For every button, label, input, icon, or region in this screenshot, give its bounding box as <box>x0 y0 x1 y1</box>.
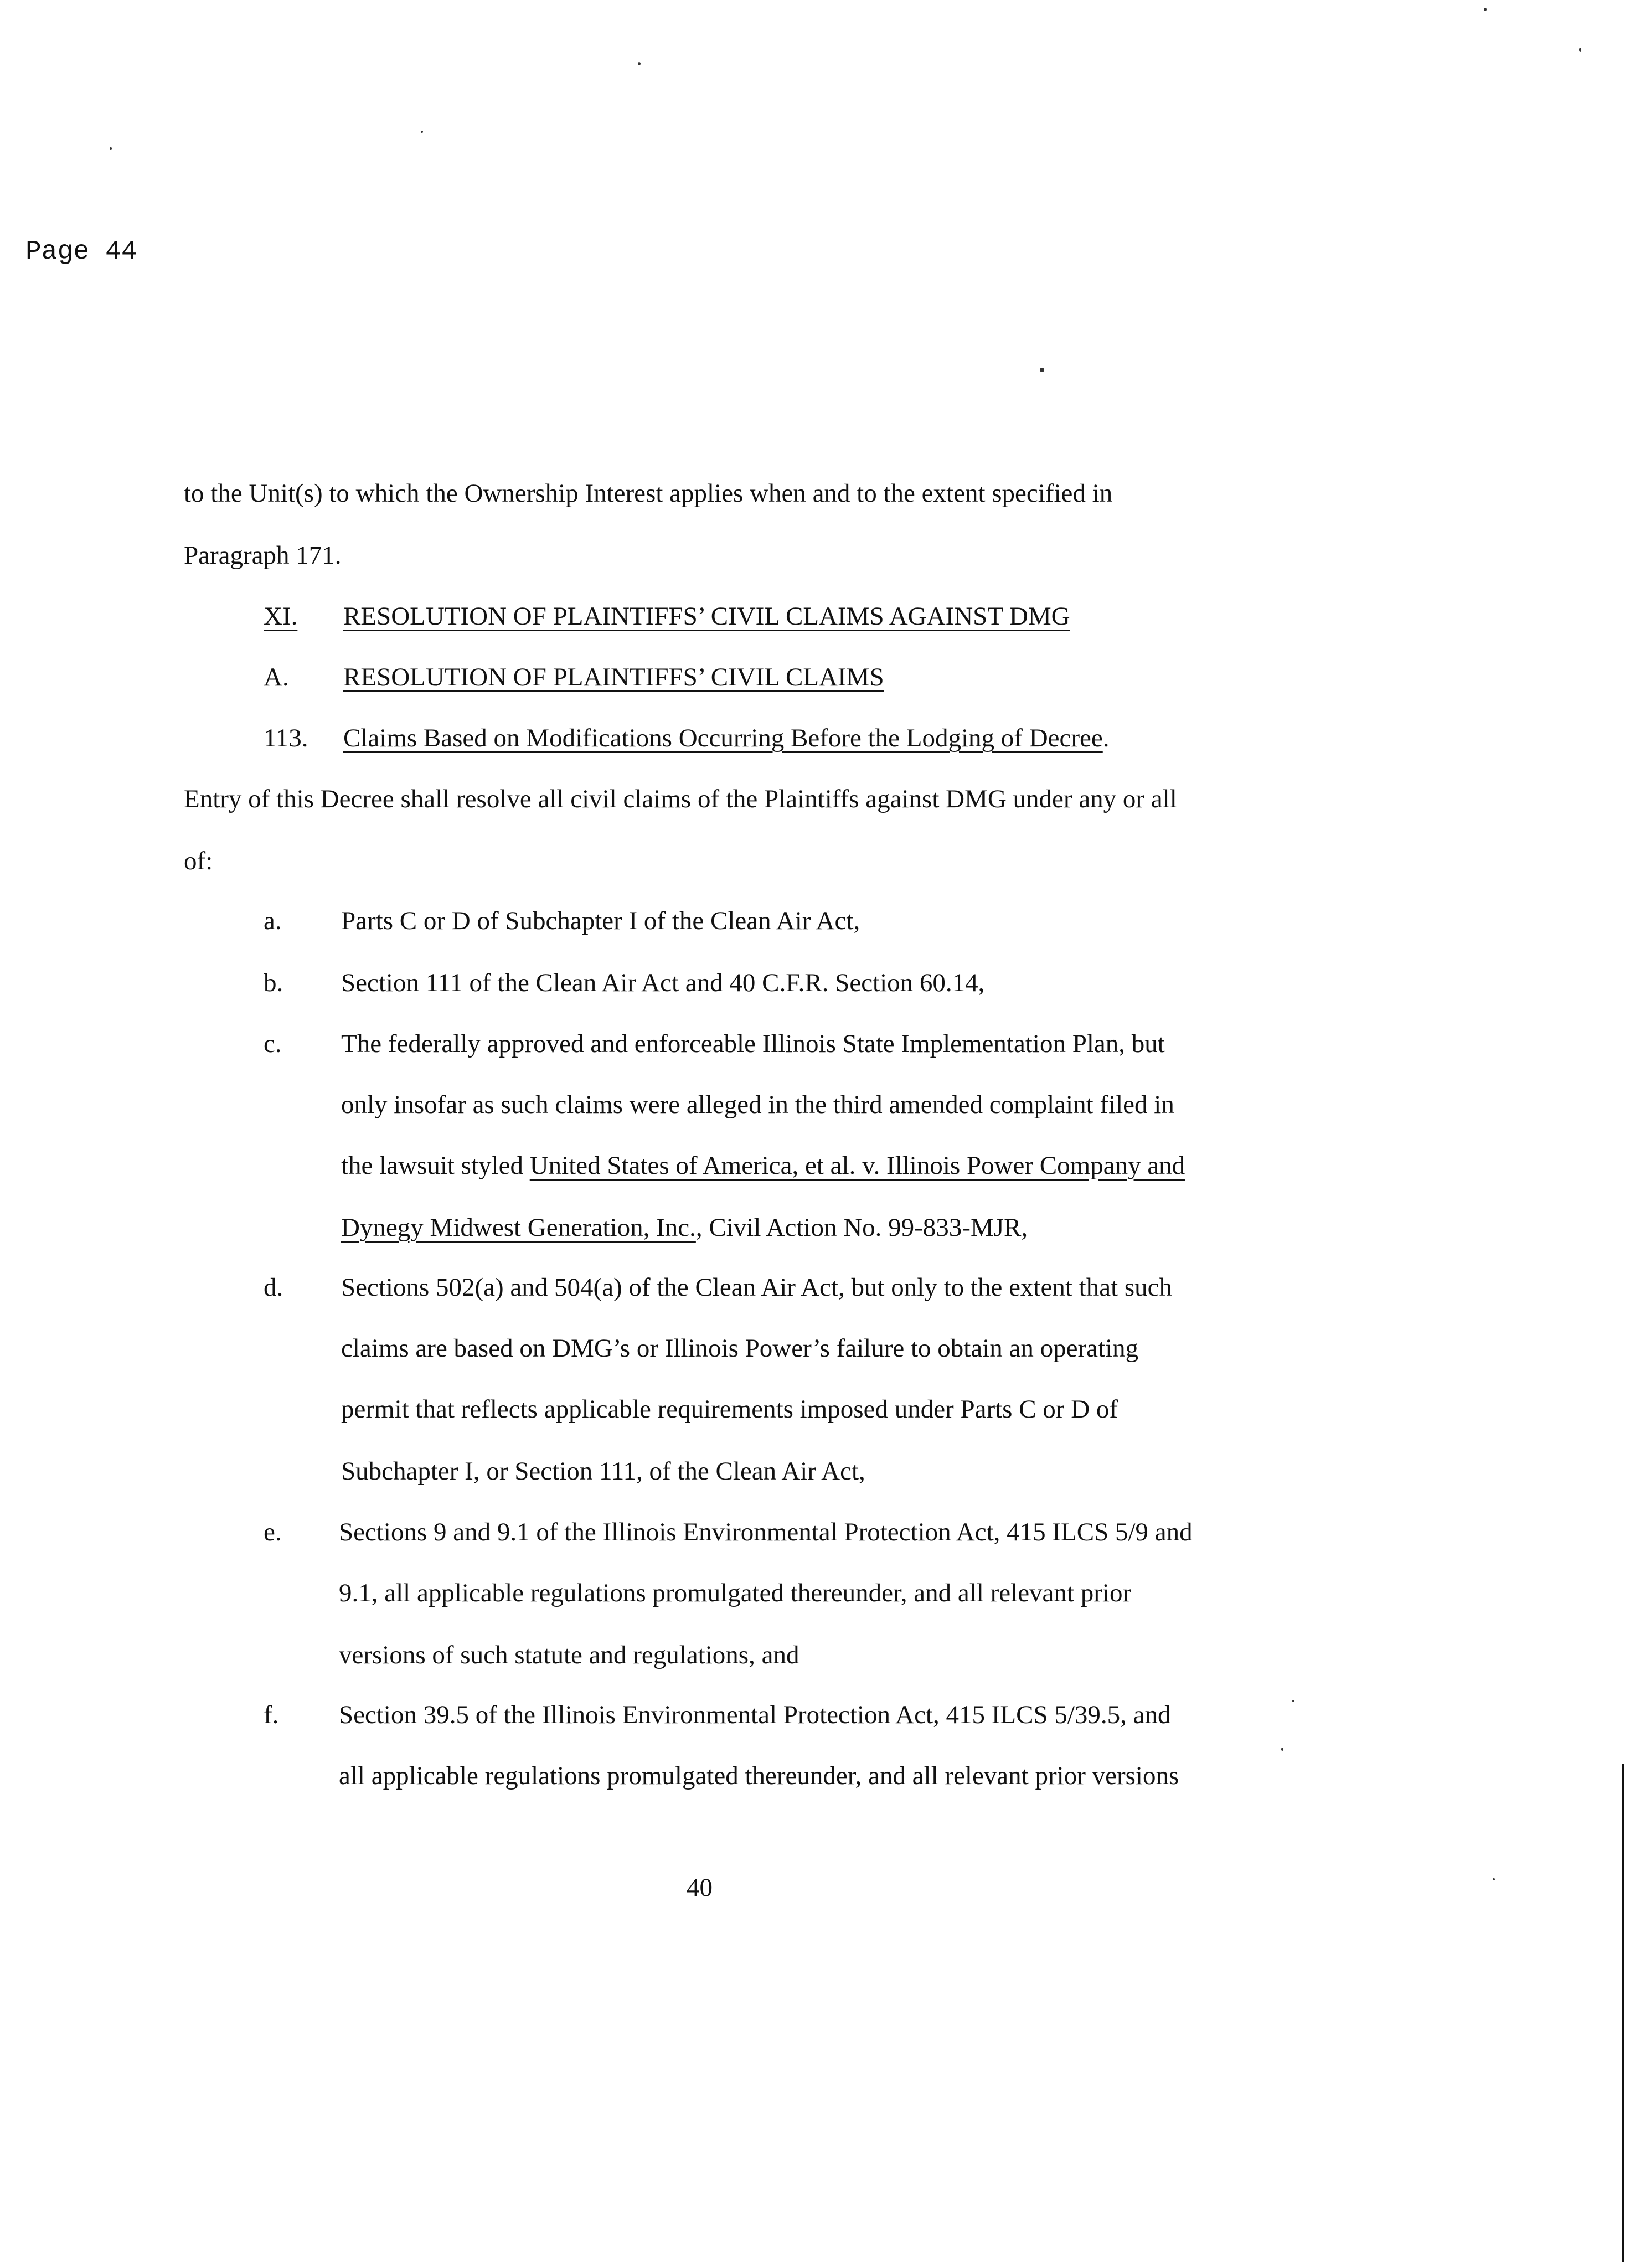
item-letter: c. <box>264 1029 282 1058</box>
item-f-line: all applicable regulations promulgated thereunder, and all relevant prior versions <box>339 1761 1179 1790</box>
item-d-line: Subchapter I, or Section 111, of the Clean Air Act, <box>341 1457 865 1486</box>
paragraph-heading-text: Claims Based on Modifications Occurring Before the Lodging of Decree <box>343 724 1103 752</box>
item-b-line: Section 111 of the Clean Air Act and 40 C.F.R. Section 60.14, <box>341 968 985 997</box>
scan-speck <box>1579 48 1581 52</box>
item-d-line: claims are based on DMG’s or Illinois Power’s failure to obtain an operating <box>341 1334 1139 1363</box>
page-number: 40 <box>687 1873 713 1902</box>
item-a-line: Parts C or D of Subchapter I of the Clean Air Act, <box>341 906 860 935</box>
scan-edge-line <box>1622 1764 1624 2262</box>
subsection-title: RESOLUTION OF PLAINTIFFS’ CIVIL CLAIMS <box>343 663 884 692</box>
intro-line: Paragraph 171. <box>184 541 342 570</box>
section-title: RESOLUTION OF PLAINTIFFS’ CIVIL CLAIMS AGAINST DMG <box>343 602 1070 631</box>
paragraph-heading-period: . <box>1102 724 1110 752</box>
item-d-line: permit that reflects applicable requirements imposed under Parts C or D of <box>341 1395 1118 1424</box>
paragraph-line: Entry of this Decree shall resolve all civil claims of the Plaintiffs against DMG under any or all <box>184 785 1177 813</box>
section-number: XI. <box>264 602 298 631</box>
intro-line: to the Unit(s) to which the Ownership Interest applies when and to the extent specified in <box>184 479 1113 508</box>
scan-speck <box>421 131 423 133</box>
item-c-text: the lawsuit styled <box>341 1151 530 1180</box>
case-name: Dynegy Midwest Generation, Inc. <box>341 1213 696 1242</box>
scan-speck <box>1493 1878 1495 1880</box>
scan-speck <box>638 62 641 65</box>
item-d-line: Sections 502(a) and 504(a) of the Clean Air Act, but only to the extent that such <box>341 1273 1173 1302</box>
item-c-line <box>341 1153 1185 1179</box>
item-e-line: Sections 9 and 9.1 of the Illinois Environmental Protection Act, 415 ILCS 5/9 and <box>339 1518 1193 1547</box>
scan-speck <box>1484 8 1487 11</box>
item-f-line: Section 39.5 of the Illinois Environmental Protection Act, 415 ILCS 5/39.5, and <box>339 1700 1171 1729</box>
subsection-letter: A. <box>264 663 289 692</box>
item-letter: e. <box>264 1518 282 1547</box>
item-c-line: The federally approved and enforceable Illinois State Implementation Plan, but <box>341 1029 1165 1058</box>
paragraph-number: 113. <box>264 724 308 752</box>
case-name: United States of America, et al. v. Illinois Power Company and <box>529 1151 1185 1180</box>
scan-speck <box>110 147 112 150</box>
scan-speck <box>1292 1700 1294 1702</box>
item-letter: b. <box>264 968 283 997</box>
item-letter: a. <box>264 906 282 935</box>
item-letter: d. <box>264 1273 283 1302</box>
scan-speck <box>1040 368 1044 372</box>
item-c-line: only insofar as such claims were alleged in the third amended complaint filed in <box>341 1090 1174 1119</box>
item-e-line: versions of such statute and regulations, and <box>339 1641 799 1669</box>
item-letter: f. <box>264 1700 279 1729</box>
page-label: Page 44 <box>25 237 137 267</box>
scan-speck <box>1281 1748 1283 1751</box>
paragraph-line: of: <box>184 847 213 875</box>
item-c-text: , Civil Action No. 99-833-MJR, <box>695 1213 1028 1242</box>
item-e-line: 9.1, all applicable regulations promulgated thereunder, and all relevant prior <box>339 1579 1132 1607</box>
item-c-line <box>341 1215 1028 1241</box>
paragraph-heading <box>343 725 1110 751</box>
